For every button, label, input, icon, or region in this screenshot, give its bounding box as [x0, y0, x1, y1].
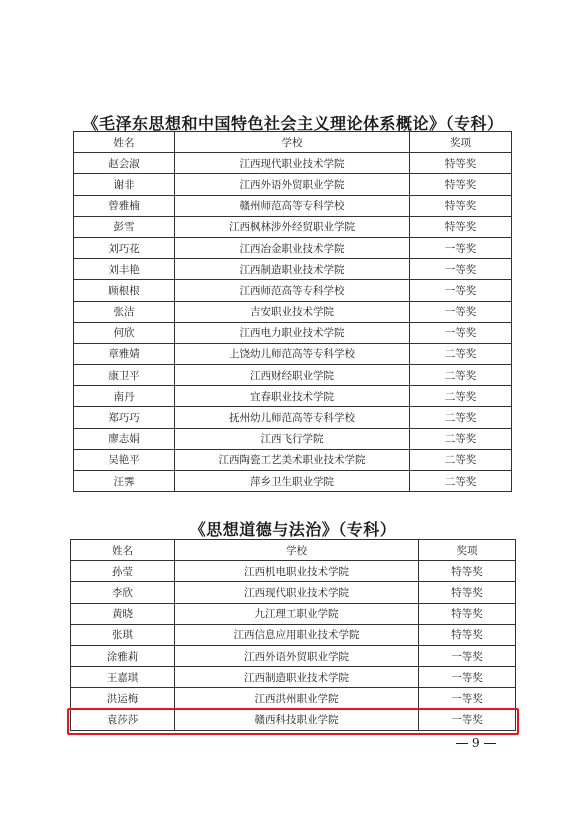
name-cell: 南丹 [74, 386, 175, 407]
school-cell: 江西陶瓷工艺美术职业技术学院 [175, 449, 410, 470]
page-number [452, 736, 500, 750]
award-cell: 二等奖 [410, 386, 512, 407]
award-cell: 一等奖 [419, 688, 516, 709]
school-cell: 江西信息应用职业技术学院 [175, 624, 419, 645]
section2-title: 《思想道德与法治》（专科） [189, 520, 397, 539]
name-cell: 章雅婧 [74, 343, 175, 364]
school-cell: 江西机电职业技术学院 [175, 561, 419, 582]
award-cell: 特等奖 [419, 624, 516, 645]
school-cell: 江西外语外贸职业学院 [175, 174, 410, 195]
name-cell: 曾雅楠 [74, 195, 175, 216]
table-row [74, 280, 512, 301]
header-cell: 奖项 [410, 132, 512, 153]
award-cell: 一等奖 [410, 301, 512, 322]
award-table-2 [70, 539, 516, 731]
name-cell: 康卫平 [74, 365, 175, 386]
name-cell: 李欣 [71, 582, 175, 603]
award-cell: 二等奖 [410, 471, 512, 492]
school-cell: 江西制造职业技术学院 [175, 667, 419, 688]
table-row [74, 216, 512, 237]
award-cell: 一等奖 [419, 645, 516, 666]
name-cell: 黄晓 [71, 603, 175, 624]
name-cell: 刘巧花 [74, 237, 175, 258]
school-cell: 江西枫林涉外经贸职业学院 [175, 216, 410, 237]
table-row [71, 603, 516, 624]
name-cell: 洪运梅 [71, 688, 175, 709]
name-cell: 刘丰艳 [74, 259, 175, 280]
table-header-row [71, 540, 516, 561]
award-cell: 一等奖 [410, 322, 512, 343]
school-cell: 上饶幼儿师范高等专科学校 [175, 343, 410, 364]
award-cell: 二等奖 [410, 365, 512, 386]
header-cell: 学校 [175, 540, 419, 561]
name-cell: 王嘉琪 [71, 667, 175, 688]
table-row [74, 237, 512, 258]
award-cell: 二等奖 [410, 343, 512, 364]
table-row [74, 365, 512, 386]
award-cell: 二等奖 [410, 407, 512, 428]
award-cell: 特等奖 [419, 582, 516, 603]
award-cell: 二等奖 [410, 428, 512, 449]
table-row [71, 688, 516, 709]
school-cell: 萍乡卫生职业学院 [175, 471, 410, 492]
award-cell: 一等奖 [410, 280, 512, 301]
school-cell: 抚州幼儿师范高等专科学校 [175, 407, 410, 428]
table-row [74, 322, 512, 343]
table-header-row [74, 132, 512, 153]
name-cell: 廖志娟 [74, 428, 175, 449]
school-cell: 赣州师范高等专科学校 [175, 195, 410, 216]
header-cell: 姓名 [71, 540, 175, 561]
table-row [74, 428, 512, 449]
school-cell: 江西冶金职业技术学院 [175, 237, 410, 258]
school-cell: 江西制造职业技术学院 [175, 259, 410, 280]
name-cell: 张琪 [71, 624, 175, 645]
table-row [74, 343, 512, 364]
table-row [74, 471, 512, 492]
school-cell: 宜春职业技术学院 [175, 386, 410, 407]
header-cell: 学校 [175, 132, 410, 153]
award-cell: 特等奖 [410, 216, 512, 237]
school-cell: 江西电力职业技术学院 [175, 322, 410, 343]
name-cell: 涂雅莉 [71, 645, 175, 666]
name-cell: 孙莹 [71, 561, 175, 582]
school-cell: 江西飞行学院 [175, 428, 410, 449]
school-cell: 江西财经职业学院 [175, 365, 410, 386]
name-cell: 彭雪 [74, 216, 175, 237]
award-cell: 一等奖 [410, 237, 512, 258]
table-row [74, 195, 512, 216]
award-cell: 一等奖 [419, 709, 516, 730]
table-row [74, 301, 512, 322]
award-cell: 一等奖 [419, 667, 516, 688]
name-cell: 吴艳平 [74, 449, 175, 470]
school-cell: 九江理工职业学院 [175, 603, 419, 624]
table-row [74, 449, 512, 470]
name-cell: 汪霁 [74, 471, 175, 492]
school-cell: 吉安职业技术学院 [175, 301, 410, 322]
table-row [71, 561, 516, 582]
table-row [74, 259, 512, 280]
name-cell: 赵会淑 [74, 153, 175, 174]
table-row [71, 582, 516, 603]
name-cell: 谢非 [74, 174, 175, 195]
table-row [74, 386, 512, 407]
section1-title: 《毛泽东思想和中国特色社会主义理论体系概论》（专科） [82, 114, 504, 133]
award-cell: 特等奖 [410, 195, 512, 216]
award-cell: 特等奖 [419, 561, 516, 582]
page-number-text: 9 [472, 736, 480, 750]
award-cell: 特等奖 [410, 174, 512, 195]
award-cell: 特等奖 [419, 603, 516, 624]
table-row [74, 174, 512, 195]
school-cell: 江西现代职业技术学院 [175, 153, 410, 174]
dash-right [484, 743, 496, 745]
school-cell: 江西师范高等专科学校 [175, 280, 410, 301]
table-row [74, 407, 512, 428]
award-cell: 二等奖 [410, 449, 512, 470]
dash-left [456, 743, 468, 745]
award-cell: 一等奖 [410, 259, 512, 280]
table-row [71, 667, 516, 688]
school-cell: 赣西科技职业学院 [175, 709, 419, 730]
table-row [71, 709, 516, 730]
header-cell: 奖项 [419, 540, 516, 561]
name-cell: 顾根根 [74, 280, 175, 301]
name-cell: 郑巧巧 [74, 407, 175, 428]
table-row [74, 153, 512, 174]
school-cell: 江西现代职业技术学院 [175, 582, 419, 603]
award-table-1 [73, 131, 512, 492]
award-cell: 特等奖 [410, 153, 512, 174]
table-row [71, 645, 516, 666]
school-cell: 江西外语外贸职业学院 [175, 645, 419, 666]
table-row [71, 624, 516, 645]
header-cell: 姓名 [74, 132, 175, 153]
name-cell: 何欣 [74, 322, 175, 343]
school-cell: 江西洪州职业学院 [175, 688, 419, 709]
name-cell: 袁莎莎 [71, 709, 175, 730]
name-cell: 张洁 [74, 301, 175, 322]
